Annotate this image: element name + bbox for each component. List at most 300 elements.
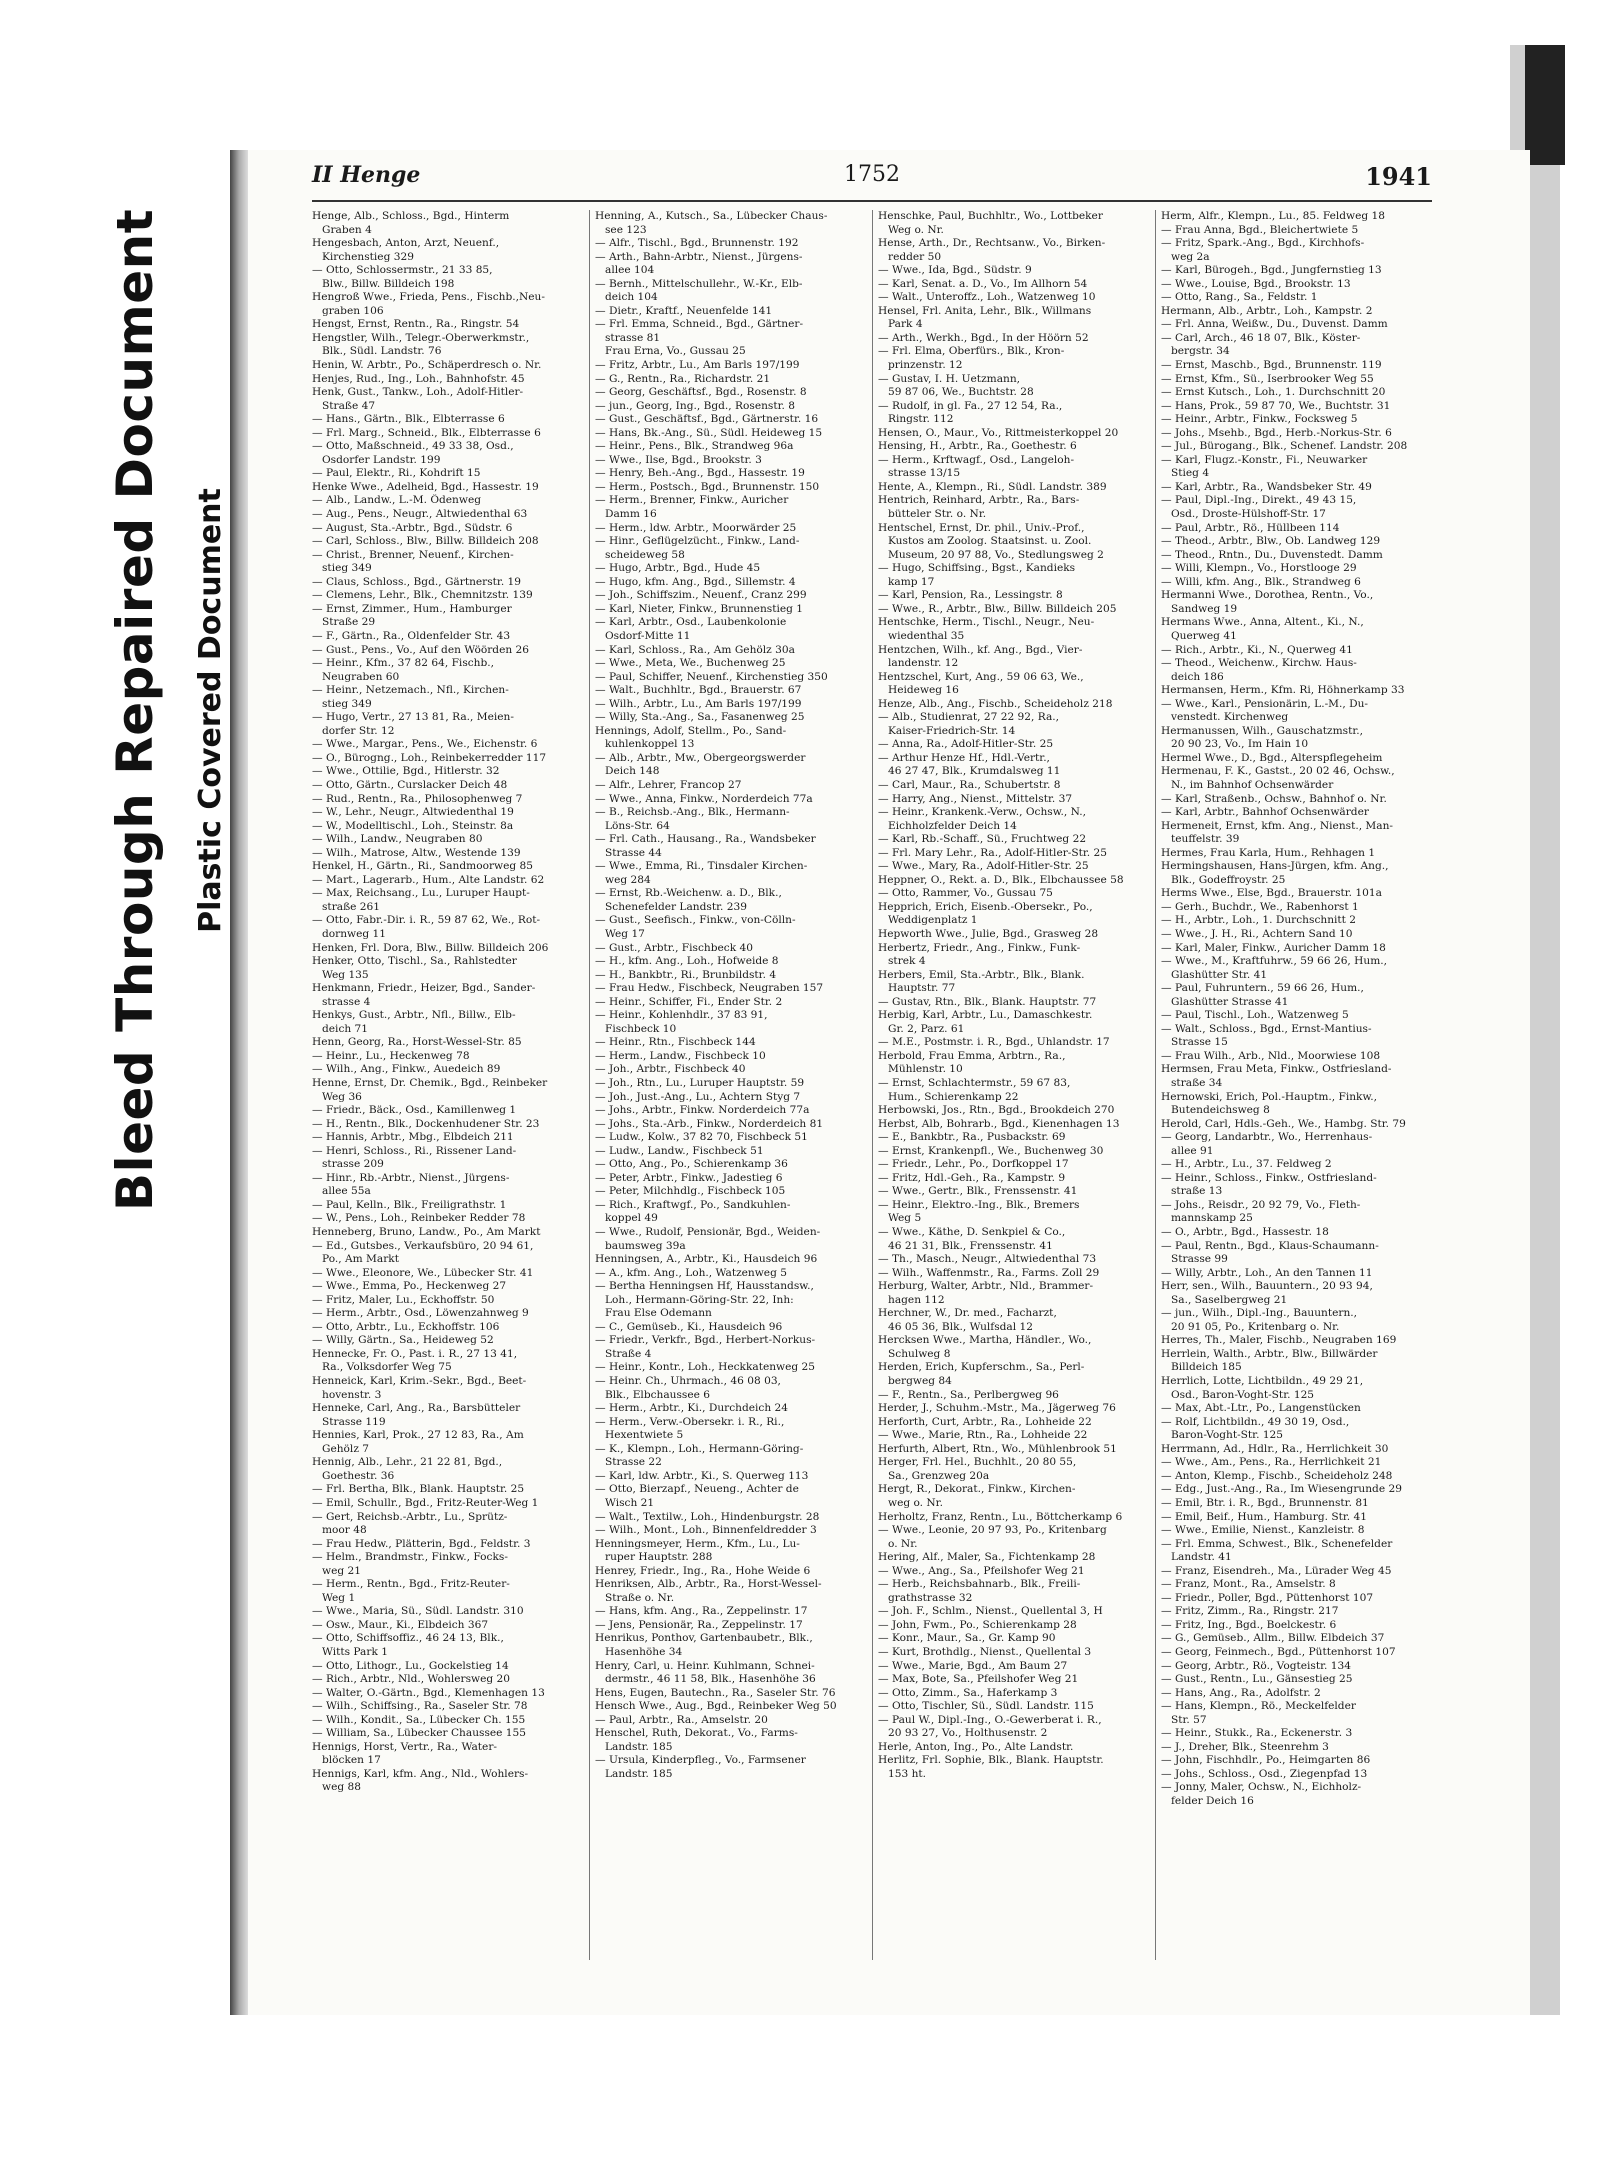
directory-entry-line: strasse 13/15 — [888, 467, 961, 480]
directory-entry-line: — Frl. Emma, Schwest., Blk., Schenefelder — [1161, 1537, 1393, 1550]
directory-entry-line: Herden, Erich, Kupferschm., Sa., Perl- — [878, 1361, 1085, 1374]
directory-entry-line: Weg 1 — [322, 1591, 356, 1604]
directory-entry-line: Herger, Frl. Hel., Buchhlt., 20 80 55, — [878, 1456, 1077, 1469]
directory-entry-line: — Heinr., Schloss., Finkw., Ostfriesland- — [1161, 1171, 1377, 1184]
directory-entry-line: — Heinr., Kfm., 37 82 64, Fischb., — [312, 657, 495, 670]
directory-entry-line: Hensen, O., Maur., Vo., Rittmeisterkoppel 20 — [878, 426, 1119, 439]
directory-entry-line: — Wwe., Louise, Bgd., Brookstr. 13 — [1161, 277, 1351, 290]
directory-entry-line: Weg 17 — [605, 927, 645, 940]
directory-entry-line: Hentzschel, Kurt, Ang., 59 06 63, We., — [878, 670, 1084, 683]
directory-entry-line: allee 104 — [605, 264, 655, 277]
directory-entry-line: Graben 4 — [322, 223, 372, 236]
directory-entry-line: — Max, Bote, Sa., Pfeilshofer Weg 21 — [878, 1673, 1079, 1686]
directory-entry-line: Hermel Wwe., D., Bgd., Alterspflegeheim — [1161, 751, 1383, 764]
directory-entry-line: Kaiser-Friedrich-Str. 14 — [888, 724, 1016, 737]
directory-entry-line: — H., Bankbtr., Ri., Brunbildstr. 4 — [595, 968, 777, 981]
directory-entry-line: Hentschel, Ernst, Dr. phil., Univ.-Prof., — [878, 521, 1085, 534]
directory-entry-line: Hermansen, Herm., Kfm. Ri, Höhnerkamp 33 — [1161, 684, 1405, 697]
directory-entry-line: — Wilh., Schiffsing., Ra., Saseler Str. 78 — [312, 1700, 528, 1713]
directory-entry-line: — Arth., Bahn-Arbtr., Nienst., Jürgens- — [595, 250, 803, 263]
directory-entry-line: — Th., Masch., Neugr., Altwiedenthal 73 — [878, 1253, 1097, 1266]
directory-entry-line: Hengstler, Wilh., Telegr.-Oberwerkmstr., — [312, 331, 530, 344]
directory-entry-line: Frau Else Odemann — [605, 1307, 712, 1320]
directory-entry-line: Herchner, W., Dr. med., Facharzt, — [878, 1307, 1057, 1320]
directory-entry-line: — Karl, Senat. a. D., Vo., Im Allhorn 54 — [878, 277, 1088, 290]
directory-entry-line: — Hugo, Vertr., 27 13 81, Ra., Meien- — [312, 711, 514, 724]
directory-entry-line: — Fritz, Spark.-Ang., Bgd., Kirchhofs- — [1161, 237, 1365, 250]
directory-entry-line: — Wilh., Mont., Loh., Binnenfeldredder 3 — [595, 1524, 817, 1537]
directory-entry-line: — Paul, Elektr., Ri., Kohdrift 15 — [312, 467, 481, 480]
directory-entry-line: Hermingshausen, Hans-Jürgen, kfm. Ang., — [1161, 860, 1389, 873]
directory-entry-line: Hermans Wwe., Anna, Altent., Ki., N., — [1161, 616, 1364, 629]
directory-entry-line: — Hugo, Arbtr., Bgd., Hude 45 — [595, 562, 761, 575]
directory-entry-line: — Georg, Geschäftsf., Bgd., Rosenstr. 8 — [595, 386, 807, 399]
directory-entry-line: Hepprich, Erich, Eisenb.-Obersekr., Po., — [878, 900, 1093, 913]
directory-entry-line: Strasse 99 — [1171, 1253, 1228, 1266]
directory-entry-line: — Gust., Rentn., Lu., Gänsestieg 25 — [1161, 1673, 1353, 1686]
directory-entry-line: — Ernst, Rb.-Weichenw. a. D., Blk., — [595, 887, 782, 900]
directory-entry-line: — Wwe., Emilie, Nienst., Kanzleistr. 8 — [1161, 1524, 1365, 1537]
directory-entry-line: — Georg, Landarbtr., Wo., Herrenhaus- — [1161, 1131, 1373, 1144]
directory-entry-line: — Mart., Lagerarb., Hum., Alte Landstr. 62 — [312, 873, 545, 886]
directory-entry-line: — Ernst, Schlachtermstr., 59 67 83, — [878, 1077, 1071, 1089]
directory-entry-line: Herrlein, Walth., Arbtr., Blw., Billwärder — [1161, 1347, 1378, 1360]
directory-entry-line: — Alb., Landw., L.-M. Ödenweg — [312, 494, 481, 507]
directory-entry-line: — Wwe., Mary, Ra., Adolf-Hitler-Str. 25 — [878, 860, 1089, 873]
directory-entry-line: — Friedr., Lehr., Po., Dorfkoppel 17 — [878, 1158, 1069, 1171]
directory-entry-line: Wisch 21 — [605, 1496, 655, 1509]
directory-entry-line: — Walt., Unteroffz., Loh., Watzenweg 10 — [878, 291, 1096, 304]
directory-entry-line: — Edg., Just.-Ang., Ra., Im Wiesengrunde 29 — [1161, 1483, 1402, 1496]
directory-entry-line: prinzenstr. 12 — [888, 359, 963, 372]
directory-entry-line: Herms Wwe., Else, Bgd., Brauerstr. 101a — [1161, 887, 1382, 900]
directory-entry-line: — Joh. F., Schlm., Nienst., Quellental 3, H — [878, 1605, 1103, 1618]
directory-entry-line: — Wwe., Ida, Bgd., Südstr. 9 — [878, 264, 1032, 277]
directory-entry-line: Landstr. 41 — [1171, 1551, 1232, 1564]
directory-entry-line: — Walt., Schloss., Bgd., Ernst-Mantius- — [1161, 1022, 1372, 1035]
directory-entry-line: Blk., Südl. Landstr. 76 — [322, 345, 442, 358]
directory-entry-line: Strasse 44 — [605, 846, 662, 859]
directory-entry-line: Henningsmeyer, Herm., Kfm., Lu., Lu- — [595, 1537, 800, 1550]
directory-entry-line: — Paul, Arbtr., Rö., Hüllbeen 114 — [1161, 521, 1340, 534]
directory-entry-line: weg 284 — [605, 873, 651, 886]
directory-entry-line: — Wwe., Rudolf, Pensionär, Bgd., Weiden- — [595, 1226, 821, 1239]
directory-entry-line: Blk., Elbchaussee 6 — [605, 1388, 711, 1401]
directory-entry-line: — Anton, Klemp., Fischb., Scheideholz 248 — [1161, 1469, 1393, 1482]
directory-entry-line: — Wwe., Karl., Pensionärin, L.-M., Du- — [1161, 697, 1368, 710]
directory-entry-line: — Wwe., Am., Pens., Ra., Herrlichkeit 21 — [1161, 1456, 1382, 1469]
directory-entry-line: Kirchenstieg 329 — [322, 250, 414, 263]
directory-column-1 — [312, 210, 584, 1960]
bleed-through-label: Bleed Through Repaired Document — [106, 208, 165, 1212]
directory-entry-line: Mühlenstr. 10 — [888, 1063, 963, 1076]
directory-entry-line: — Jens, Pensionär, Ra., Zeppelinstr. 17 — [595, 1618, 803, 1631]
directory-entry-line: — H., Rentn., Blk., Dockenhudener Str. 23 — [312, 1117, 540, 1130]
directory-entry-line: — Otto, Rang., Sa., Feldstr. 1 — [1161, 291, 1318, 304]
directory-entry-line: Kustos am Zoolog. Staatsinst. u. Zool. — [888, 535, 1092, 548]
directory-entry-line: Weg 36 — [322, 1090, 362, 1103]
directory-entry-line: Weg 5 — [888, 1212, 922, 1225]
directory-entry-line: Landstr. 185 — [605, 1767, 673, 1780]
directory-entry-line: deich 186 — [1171, 670, 1224, 683]
directory-entry-line: — O., Arbtr., Bgd., Hassestr. 18 — [1161, 1226, 1329, 1239]
directory-entry-line: Po., Am Markt — [322, 1253, 399, 1266]
directory-entry-line: Henze, Alb., Ang., Fischb., Scheideholz 218 — [878, 697, 1113, 710]
directory-entry-line: Henkmann, Friedr., Heizer, Bgd., Sander- — [312, 982, 536, 995]
directory-entry-line: Hentschke, Herm., Tischl., Neugr., Neu- — [878, 616, 1095, 629]
directory-entry-line: — H., Arbtr., Loh., 1. Durchschnitt 2 — [1161, 914, 1357, 927]
directory-entry-line: felder Deich 16 — [1171, 1794, 1254, 1807]
directory-entry-line: grathstrasse 32 — [888, 1591, 973, 1604]
directory-entry-line: — Karl, ldw. Arbtr., Ki., S. Querweg 113 — [595, 1469, 809, 1482]
directory-entry-line: Frau Erna, Vo., Gussau 25 — [605, 345, 746, 358]
directory-entry-line: — Fritz, Arbtr., Lu., Am Barls 197/199 — [595, 359, 800, 372]
directory-entry-line: — Johs., Sta.-Arb., Finkw., Norderdeich 81 — [595, 1117, 824, 1130]
directory-entry-line: — F., Gärtn., Ra., Oldenfelder Str. 43 — [312, 629, 511, 642]
directory-entry-line: — Hans, Prok., 59 87 70, We., Buchtstr. 31 — [1161, 399, 1391, 412]
directory-entry-line: — Willy, Gärtn., Sa., Heideweg 52 — [312, 1334, 494, 1347]
directory-entry-line: — Frau Anna, Bgd., Bleichertwiete 5 — [1161, 223, 1359, 236]
directory-entry-line: Hermanussen, Wilh., Gauschatzmstr., — [1161, 724, 1364, 737]
directory-entry-line: — Christ., Brenner, Neuenf., Kirchen- — [312, 548, 514, 561]
directory-entry-line: Henry, Carl, u. Heinr. Kuhlmann, Schnei- — [595, 1659, 815, 1672]
directory-entry-line: — Konr., Maur., Sa., Gr. Kamp 90 — [878, 1632, 1056, 1645]
directory-entry-line: — Heinr., Pens., Blk., Strandweg 96a — [595, 440, 794, 453]
directory-entry-line: — K., Klempn., Loh., Hermann-Göring- — [595, 1442, 804, 1455]
directory-entry-line: Fischbeck 10 — [605, 1022, 677, 1035]
directory-entry-line: — Walter, O.-Gärtn., Bgd., Klemenhagen 13 — [312, 1686, 545, 1699]
directory-entry-line: — Wwe., Emma, Po., Heckenweg 27 — [312, 1280, 507, 1293]
directory-entry-line: Strasse 119 — [322, 1415, 386, 1428]
directory-entry-line: Henke Wwe., Adelheid, Bgd., Hassestr. 19 — [312, 480, 539, 493]
directory-entry-line: — Jonny, Maler, Ochsw., N., Eichholz- — [1161, 1781, 1362, 1794]
directory-entry-line: hagen 112 — [888, 1293, 945, 1306]
directory-entry-line: — Heinr., Kohlenhdlr., 37 83 91, — [595, 1009, 768, 1022]
directory-entry-line: — Rich., Kraftwgf., Po., Sandkuhlen- — [595, 1198, 791, 1211]
directory-entry-line: Henrikus, Ponthov, Gartenbaubetr., Blk., — [595, 1632, 813, 1645]
directory-entry-line: Herlitz, Frl. Sophie, Blk., Blank. Hauptstr. — [878, 1754, 1104, 1767]
directory-entry-line: — Wwe., Marie, Rtn., Ra., Lohheide 22 — [878, 1429, 1088, 1442]
directory-entry-line: Deich 148 — [605, 765, 660, 778]
directory-entry-line: Henrey, Friedr., Ing., Ra., Hohe Weide 6 — [595, 1564, 811, 1577]
directory-entry-line: — Henry, Beh.-Ang., Bgd., Hassestr. 19 — [595, 467, 805, 480]
directory-entry-line: Henning, A., Kutsch., Sa., Lübecker Chaus- — [595, 210, 828, 222]
directory-entry-line: Herle, Anton, Ing., Po., Alte Landstr. — [878, 1740, 1074, 1753]
directory-entry-line: Hens, Eugen, Bautechn., Ra., Saseler Str. 76 — [595, 1686, 836, 1699]
directory-entry-line: Hengst, Ernst, Rentn., Ra., Ringstr. 54 — [312, 318, 520, 331]
directory-entry-line: — W., Modelltischl., Loh., Steinstr. 8a — [312, 819, 514, 832]
directory-entry-line: — Wilh., Landw., Neugraben 80 — [312, 833, 483, 846]
directory-entry-line: — Gert, Reichsb.-Arbtr., Lu., Sprütz- — [312, 1510, 508, 1523]
directory-entry-line: — Heinr., Arbtr., Finkw., Focksweg 5 — [1161, 413, 1358, 426]
directory-entry-line: 46 27 47, Blk., Krumdalsweg 11 — [888, 765, 1061, 778]
directory-entry-line: Hauptstr. 77 — [888, 982, 956, 995]
directory-entry-line: — Frau Hedw., Plätterin, Bgd., Feldstr. 3 — [312, 1537, 531, 1550]
directory-entry-line: moor 48 — [322, 1524, 367, 1537]
directory-entry-line: Hexentwiete 5 — [605, 1429, 684, 1442]
directory-entry-line: Billdeich 185 — [1171, 1361, 1242, 1374]
directory-entry-line: — Ernst, Kfm., Sü., Iserbrooker Weg 55 — [1161, 372, 1374, 385]
directory-entry-line: Herder, J., Schuhm.-Mstr., Ma., Jägerweg 76 — [878, 1402, 1116, 1415]
directory-entry-line: Henneberg, Bruno, Landw., Po., Am Markt — [312, 1226, 541, 1239]
directory-entry-line: — Hinr., Rb.-Arbtr., Nienst., Jürgens- — [312, 1171, 510, 1184]
directory-entry-line: baumsweg 39a — [605, 1239, 686, 1252]
directory-entry-line: — Wilh., Waffenmstr., Ra., Farms. Zoll 29 — [878, 1266, 1100, 1279]
directory-entry-line: Osd., Droste-Hülshoff-Str. 17 — [1171, 508, 1326, 521]
directory-entry-line: — Osw., Maur., Ki., Elbdeich 367 — [312, 1618, 489, 1631]
directory-entry-line: bütteler Str. o. Nr. — [888, 508, 987, 521]
directory-entry-line: dornweg 11 — [322, 927, 387, 940]
directory-entry-line: — Willy, Sta.-Ang., Sa., Fasanenweg 25 — [595, 711, 805, 724]
directory-entry-line: — Heinr., Lu., Heckenweg 78 — [312, 1049, 470, 1062]
directory-entry-line: — Wwe., M., Kraftfuhrw., 59 66 26, Hum., — [1161, 955, 1388, 968]
directory-entry-line: — Otto, Lithogr., Lu., Gockelstieg 14 — [312, 1659, 509, 1672]
directory-entry-line: — Henri, Schloss., Ri., Rissener Land- — [312, 1144, 517, 1157]
directory-entry-line: Blw., Billw. Billdeich 198 — [322, 277, 455, 290]
directory-entry-line: Herholtz, Franz, Rentn., Lu., Böttcherkamp 6 — [878, 1510, 1123, 1523]
directory-entry-line: Hentzchen, Wilh., kf. Ang., Bgd., Vier- — [878, 643, 1083, 656]
directory-entry-line: Hermsen, Frau Meta, Finkw., Ostfriesland- — [1161, 1063, 1392, 1076]
directory-entry-line: — Herm., Krftwagf., Osd., Langeloh- — [878, 453, 1075, 466]
directory-entry-line: o. Nr. — [888, 1537, 918, 1550]
directory-entry-line: Hering, Alf., Maler, Sa., Fichtenkamp 28 — [878, 1551, 1096, 1564]
directory-entry-line: — Wwe., Gertr., Blk., Frenssenstr. 41 — [878, 1185, 1078, 1198]
directory-columns — [312, 210, 1432, 1960]
directory-entry-line: 59 87 06, We., Buchtstr. 28 — [888, 386, 1034, 399]
directory-entry-line: — O., Bürogng., Loh., Reinbekerredder 117 — [312, 751, 547, 764]
directory-entry-line: redder 50 — [888, 250, 942, 263]
directory-entry-line: Hennies, Karl, Prok., 27 12 83, Ra., Am — [312, 1429, 524, 1442]
directory-entry-line: Sandweg 19 — [1171, 602, 1238, 615]
directory-entry-line: strasse 209 — [322, 1158, 384, 1171]
directory-entry-line: Henne, Ernst, Dr. Chemik., Bgd., Reinbeker — [312, 1077, 548, 1089]
directory-entry-line: Henjes, Rud., Ing., Loh., Bahnhofstr. 45 — [312, 372, 525, 385]
directory-entry-line: — jun., Wilh., Dipl.-Ing., Bauuntern., — [1161, 1307, 1358, 1320]
directory-entry-line: — Alfr., Lehrer, Francop 27 — [595, 778, 742, 791]
directory-entry-line: — Arth., Werkh., Bgd., In der Höörn 52 — [878, 331, 1089, 344]
directory-entry-line: Henn, Georg, Ra., Horst-Wessel-Str. 85 — [312, 1036, 522, 1049]
directory-entry-line: — Friedr., Bäck., Osd., Kamillenweg 1 — [312, 1104, 517, 1117]
directory-entry-line: — F., Rentn., Sa., Perlbergweg 96 — [878, 1388, 1059, 1401]
directory-entry-line: stieg 349 — [322, 697, 372, 710]
directory-entry-line: strasse 81 — [605, 331, 661, 344]
directory-entry-line: — Wwe., J. H., Ri., Achtern Sand 10 — [1161, 927, 1353, 940]
directory-entry-line: stieg 349 — [322, 562, 372, 575]
directory-entry-line: — W., Pens., Loh., Reinbeker Redder 78 — [312, 1212, 526, 1225]
directory-entry-line: Park 4 — [888, 318, 923, 331]
directory-entry-line: — Rud., Rentn., Ra., Philosophenweg 7 — [312, 792, 523, 805]
directory-entry-line: — Hans, Klempn., Rö., Meckelfelder — [1161, 1700, 1356, 1713]
directory-entry-line: — Hans., Gärtn., Blk., Elbterrasse 6 — [312, 413, 505, 426]
directory-entry-line: — M.E., Postmstr. i. R., Bgd., Uhlandstr. 17 — [878, 1036, 1110, 1049]
directory-entry-line: — William, Sa., Lübecker Chaussee 155 — [312, 1727, 527, 1740]
directory-entry-line: — August, Sta.-Arbtr., Bgd., Südstr. 6 — [312, 521, 513, 534]
directory-entry-line: Sa., Grenzweg 20a — [888, 1469, 990, 1482]
directory-entry-line: — Paul, Arbtr., Ra., Amselstr. 20 — [595, 1713, 768, 1726]
directory-entry-line: — Otto, Rammer, Vo., Gussau 75 — [878, 887, 1053, 900]
directory-column-3 — [878, 210, 1150, 1960]
directory-entry-line: — Ludw., Landw., Fischbeck 51 — [595, 1144, 764, 1157]
directory-entry-line: — Otto, Zimm., Sa., Haferkamp 3 — [878, 1686, 1058, 1699]
directory-entry-line: Herold, Carl, Hdls.-Geh., We., Hambg. Str. 79 — [1161, 1117, 1406, 1130]
directory-entry-line: — Helm., Brandmstr., Finkw., Focks- — [312, 1551, 508, 1564]
directory-entry-line: 46 21 31, Blk., Frenssenstr. 41 — [888, 1239, 1053, 1252]
directory-entry-line: straße 13 — [1171, 1185, 1223, 1198]
header-rule — [312, 200, 1432, 202]
directory-entry-line: see 123 — [605, 223, 647, 236]
directory-entry-line: Hermeneit, Ernst, kfm. Ang., Nienst., Man- — [1161, 819, 1393, 832]
directory-entry-line: — Emil, Btr. i. R., Bgd., Brunnenstr. 81 — [1161, 1496, 1369, 1509]
directory-entry-line: — Wwe., Marie, Bgd., Am Baum 27 — [878, 1659, 1068, 1672]
directory-entry-line: — Karl, Schloss., Ra., Am Gehölz 30a — [595, 643, 795, 656]
directory-entry-line: deich 104 — [605, 291, 658, 304]
directory-entry-line: Heideweg 16 — [888, 684, 959, 697]
directory-entry-line: — Georg, Feinmech., Bgd., Püttenhorst 107 — [1161, 1645, 1396, 1658]
directory-entry-line: Ringstr. 112 — [888, 413, 954, 426]
directory-entry-line: — Theod., Weichenw., Kirchw. Haus- — [1161, 657, 1357, 670]
directory-entry-line: Osdorfer Landstr. 199 — [322, 453, 441, 466]
directory-entry-line: — Gust., Geschäftsf., Bgd., Gärtnerstr. 16 — [595, 413, 819, 426]
directory-entry-line: Hasenhöhe 34 — [605, 1645, 683, 1658]
directory-entry-line: — Wwe., Anna, Finkw., Norderdeich 77a — [595, 792, 813, 805]
directory-entry-line: Hennigs, Karl, kfm. Ang., Nld., Wohlers- — [312, 1767, 529, 1780]
scan-edge-top — [1525, 45, 1565, 165]
directory-entry-line: — Frl. Emma, Schneid., Bgd., Gärtner- — [595, 318, 804, 331]
directory-entry-line: Hermes, Frau Karla, Hum., Rehhagen 1 — [1161, 846, 1376, 859]
directory-entry-line: — Ernst, Zimmer., Hum., Hamburger — [312, 602, 512, 615]
directory-column-4 — [1161, 210, 1433, 1960]
directory-year: 1941 — [1365, 162, 1432, 191]
directory-entry-line: — Heinr., Elektro.-Ing., Blk., Bremers — [878, 1198, 1080, 1211]
directory-entry-line: Hermenau, F. K., Gastst., 20 02 46, Ochsw., — [1161, 765, 1395, 778]
directory-entry-line: Henin, W. Arbtr., Po., Schäperdresch o. Nr. — [312, 359, 542, 372]
directory-entry-line: Henk, Gust., Tankw., Loh., Adolf-Hitler- — [312, 386, 524, 399]
directory-entry-line: — Rich., Arbtr., Ki., N., Querweg 41 — [1161, 643, 1353, 656]
directory-entry-line: — Rich., Arbtr., Nld., Wohlersweg 20 — [312, 1673, 510, 1686]
directory-entry-line: — Gustav, I. H. Uetzmann, — [878, 372, 1021, 385]
directory-entry-line: — Carl, Maur., Ra., Schubertstr. 8 — [878, 778, 1061, 791]
directory-entry-line: Weg 135 — [322, 968, 369, 981]
directory-entry-line: Hepworth Wwe., Julie, Bgd., Grasweg 28 — [878, 927, 1099, 940]
directory-entry-line: Herrlich, Lotte, Lichtbildn., 49 29 21, — [1161, 1375, 1364, 1388]
directory-entry-line: N., im Bahnhof Ochsenwärder — [1171, 778, 1334, 791]
directory-entry-line: — E., Bankbtr., Ra., Pusbackstr. 69 — [878, 1131, 1066, 1144]
directory-entry-line: — Johs., Arbtr., Finkw. Norderdeich 77a — [595, 1104, 810, 1117]
directory-entry-line: — Karl, Maler, Finkw., Auricher Damm 18 — [1161, 941, 1386, 954]
directory-entry-line: — H., Arbtr., Lu., 37. Feldweg 2 — [1161, 1158, 1332, 1171]
directory-entry-line: — Herm., Rentn., Bgd., Fritz-Reuter- — [312, 1578, 510, 1591]
directory-entry-line: scheideweg 58 — [605, 548, 685, 561]
directory-entry-line: — Fritz, Hdl.-Geh., Ra., Kampstr. 9 — [878, 1171, 1066, 1184]
directory-entry-line: allee 91 — [1171, 1144, 1214, 1157]
directory-entry-line: — Franz, Mont., Ra., Amselstr. 8 — [1161, 1578, 1336, 1591]
directory-entry-line: — Anna, Ra., Adolf-Hitler-Str. 25 — [878, 738, 1054, 751]
directory-entry-line: — Frl. Marg., Schneid., Blk., Elbterrasse 6 — [312, 426, 541, 439]
directory-entry-line: — Carl, Schloss., Blw., Billw. Billdeich 208 — [312, 535, 539, 548]
directory-entry-line: — Karl, Arbtr., Ra., Wandsbeker Str. 49 — [1161, 480, 1372, 493]
directory-entry-line: Museum, 20 97 88, Vo., Stedlungsweg 2 — [888, 548, 1104, 561]
directory-entry-line: — Otto, Ang., Po., Schierenkamp 36 — [595, 1158, 788, 1171]
directory-entry-line: — Joh., Schiffszim., Neuenf., Cranz 299 — [595, 589, 807, 602]
directory-entry-line: — Frau Hedw., Fischbeck, Neugraben 157 — [595, 982, 824, 995]
directory-entry-line: — Gust., Arbtr., Fischbeck 40 — [595, 941, 753, 954]
directory-entry-line: — Claus, Schloss., Bgd., Gärtnerstr. 19 — [312, 575, 522, 588]
directory-entry-line: — Frau Wilh., Arb., Nld., Moorwiese 108 — [1161, 1049, 1381, 1062]
directory-entry-line: Hernowski, Erich, Pol.-Hauptm., Finkw., — [1161, 1090, 1377, 1103]
directory-entry-line: Stieg 4 — [1171, 467, 1210, 480]
directory-entry-line: — Wwe., Maria, Sü., Südl. Landstr. 310 — [312, 1605, 524, 1618]
directory-entry-line: Hente, A., Klempn., Ri., Südl. Landstr. 389 — [878, 480, 1107, 493]
directory-entry-line: — Gerh., Buchdr., We., Rabenhorst 1 — [1161, 900, 1359, 913]
directory-entry-line: — Heinr., Schiffer, Fi., Ender Str. 2 — [595, 995, 783, 1008]
directory-entry-line: wiedenthal 35 — [888, 629, 965, 642]
directory-entry-line: dorfer Str. 12 — [322, 724, 395, 737]
directory-entry-line: Straße 47 — [322, 399, 376, 412]
directory-entry-line: — Max, Reichsang., Lu., Luruper Haupt- — [312, 887, 530, 900]
directory-entry-line: landenstr. 12 — [888, 657, 959, 670]
directory-entry-line: Henschel, Ruth, Dekorat., Vo., Farms- — [595, 1727, 798, 1740]
directory-entry-line: hovenstr. 3 — [322, 1388, 382, 1401]
directory-entry-line: — Peter, Milchhdlg., Fischbeck 105 — [595, 1185, 786, 1198]
directory-entry-line: — Ernst Kutsch., Loh., 1. Durchschnitt 20 — [1161, 386, 1386, 399]
directory-entry-line: Hergt, R., Dekorat., Finkw., Kirchen- — [878, 1483, 1076, 1496]
directory-entry-line: Henriksen, Alb., Arbtr., Ra., Horst-Wessel- — [595, 1578, 822, 1591]
directory-entry-line: koppel 49 — [605, 1212, 658, 1225]
directory-entry-line: — Karl, Arbtr., Osd., Laubenkolonie — [595, 616, 787, 629]
directory-entry-line: — Jul., Bürogang., Blk., Schenef. Landstr. 208 — [1161, 440, 1408, 453]
directory-entry-line: — Karl, Straßenb., Ochsw., Bahnhof o. Nr. — [1161, 792, 1387, 805]
directory-entry-line: Goethestr. 36 — [322, 1469, 395, 1482]
directory-entry-line: ruper Hauptstr. 288 — [605, 1551, 713, 1564]
directory-entry-line: strek 4 — [888, 955, 926, 968]
directory-entry-line: Henkel, H., Gärtn., Ri., Sandmoorweg 85 — [312, 860, 533, 873]
page-gutter-shadow — [230, 150, 248, 2015]
directory-entry-line: — H., kfm. Ang., Loh., Hofweide 8 — [595, 955, 779, 968]
directory-entry-line: Hennings, Adolf, Stellm., Po., Sand- — [595, 724, 787, 737]
directory-entry-line: — C., Gemüseb., Ki., Hausdeich 96 — [595, 1320, 783, 1333]
directory-entry-line: — Franz, Eisendreh., Ma., Lürader Weg 45 — [1161, 1564, 1392, 1577]
directory-entry-line: dermstr., 46 11 58, Blk., Hasenhöhe 36 — [605, 1673, 816, 1686]
directory-entry-line: 153 ht. — [888, 1767, 927, 1780]
directory-entry-line: Herfurth, Albert, Rtn., Wo., Mühlenbrook 51 — [878, 1442, 1117, 1455]
directory-entry-line: — Otto, Schiffsoffiz., 46 24 13, Blk., — [312, 1632, 504, 1645]
directory-entry-line: deich 71 — [322, 1022, 369, 1035]
directory-entry-line: — Otto, Schlossermstr., 21 33 85, — [312, 264, 493, 277]
directory-entry-line: kuhlenkoppel 13 — [605, 738, 695, 751]
directory-entry-line: Gr. 2, Parz. 61 — [888, 1022, 965, 1035]
directory-entry-line: Landstr. 185 — [605, 1740, 673, 1753]
directory-entry-line: Henneke, Carl, Ang., Ra., Barsbütteler — [312, 1402, 521, 1415]
directory-entry-line: venstedt. Kirchenweg — [1171, 711, 1289, 724]
directory-entry-line: — Karl, Pension, Ra., Lessingstr. 8 — [878, 589, 1063, 602]
directory-entry-line: weg 2a — [1171, 250, 1210, 263]
directory-entry-line: Hensel, Frl. Anita, Lehr., Blk., Willmans — [878, 304, 1092, 317]
directory-entry-line: allee 55a — [322, 1185, 371, 1198]
directory-entry-line: Hensing, H., Arbtr., Ra., Goethestr. 6 — [878, 440, 1077, 453]
directory-entry-line: — G., Rentn., Ra., Richardstr. 21 — [595, 372, 771, 385]
directory-entry-line: — Karl, Rb.-Schaff., Sü., Fruchtweg 22 — [878, 833, 1087, 846]
directory-entry-line: Schulweg 8 — [888, 1347, 951, 1360]
directory-entry-line: — Kurt, Brothdlg., Nienst., Quellental 3 — [878, 1645, 1092, 1658]
directory-entry-line: — Hugo, Schiffsing., Bgst., Kandieks — [878, 562, 1076, 575]
directory-entry-line: Hennigs, Horst, Vertr., Ra., Water- — [312, 1740, 497, 1753]
directory-entry-line: — Wilh., Ang., Finkw., Auedeich 89 — [312, 1063, 501, 1076]
directory-entry-line: — Theod., Rntn., Du., Duvenstedt. Damm — [1161, 548, 1383, 561]
directory-entry-line: Herburg, Walter, Arbtr., Nld., Brammer- — [878, 1280, 1094, 1293]
directory-entry-line: — Herm., Landw., Fischbeck 10 — [595, 1049, 766, 1062]
directory-entry-line: Herbowski, Jos., Rtn., Bgd., Brookdeich 270 — [878, 1104, 1115, 1117]
directory-entry-line: — Rolf, Lichtbildn., 49 30 19, Osd., — [1161, 1415, 1350, 1428]
